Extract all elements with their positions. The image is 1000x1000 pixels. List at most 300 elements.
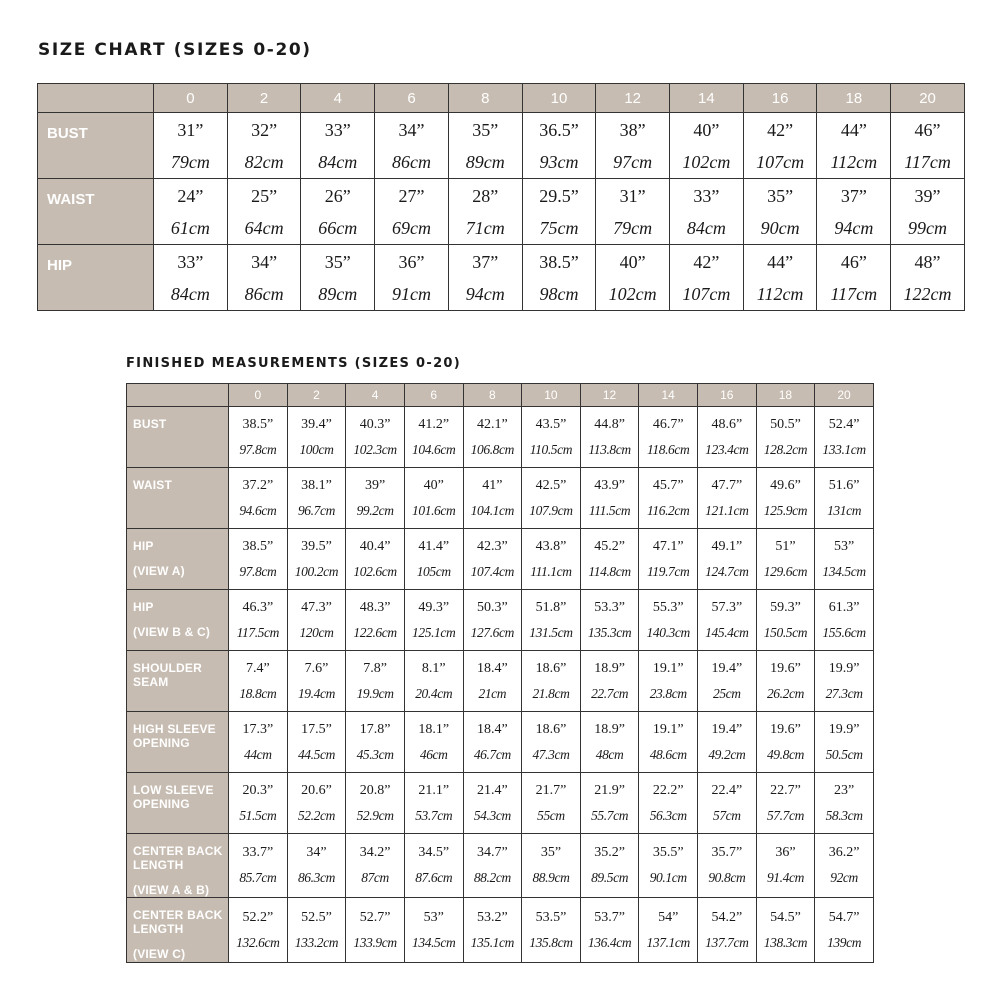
cm-value: 46.7cm (473, 746, 511, 762)
cm-value: 107.4cm (470, 563, 514, 579)
inches-value: 34” (306, 845, 327, 861)
inches-value: 24” (177, 185, 204, 206)
cm-value: 110.5cm (529, 441, 573, 457)
inches-value: 25” (251, 185, 278, 206)
cm-value: 54.3cm (473, 807, 511, 823)
inches-value: 45.2” (594, 538, 625, 554)
inches-value: 38.5” (242, 538, 274, 554)
cm-value: 124.7cm (705, 563, 749, 579)
inches-value: 53.2” (476, 909, 508, 925)
value-cell-high-sleeve-opening-size-8 (463, 712, 522, 773)
value-cell-bust-size-10 (522, 113, 596, 179)
cm-value: 50.5cm (825, 746, 863, 762)
value-cell-shoulder-seam-size-12 (580, 651, 639, 712)
cm-value: 127.6cm (470, 624, 514, 640)
inches-value: 35” (472, 119, 499, 140)
size-header-0: 0 (229, 384, 288, 407)
value-cell-center-back-length-view-c-size-6 (404, 898, 463, 962)
cm-value: 100cm (299, 441, 334, 457)
size-header-18: 18 (817, 84, 891, 113)
inches-value: 23” (833, 782, 855, 798)
inches-value: 34” (251, 251, 278, 272)
inches-value: 47.7” (711, 477, 743, 493)
cm-value: 25cm (712, 685, 741, 701)
inches-value: 18.9” (594, 660, 625, 676)
value-cell-hip-view-b-c-size-8 (463, 590, 522, 651)
value-cell-waist-size-6 (375, 179, 449, 245)
value-cell-waist-size-12 (580, 468, 639, 529)
cm-value: 107cm (682, 283, 731, 304)
cm-value: 99cm (908, 217, 948, 238)
cm-value: 133.2cm (294, 934, 339, 950)
measurement-row-shoulder-seam (127, 651, 874, 712)
value-cell-waist-size-20 (891, 179, 965, 245)
inches-value: 7.4” (245, 660, 270, 676)
inches-value: 20.6” (301, 782, 332, 798)
measurement-row-hip-view-b-c (127, 590, 874, 651)
inches-value: 34” (398, 119, 425, 140)
inches-value: 54.5” (770, 909, 801, 925)
size-header-2: 2 (227, 84, 301, 113)
inches-value: 42” (693, 251, 720, 272)
inches-value: 39.5” (301, 538, 332, 554)
measurement-row-high-sleeve-opening (127, 712, 874, 773)
row-label-line: CENTER BACK (133, 908, 223, 923)
inches-value: 33” (324, 119, 351, 140)
inches-value: 20.8” (359, 782, 391, 798)
cm-value: 111.1cm (530, 563, 572, 579)
value-cell-center-back-length-view-a-b-size-14 (639, 834, 698, 898)
measurement-row-hip-view-a (127, 529, 874, 590)
row-label-line: BUST (47, 125, 88, 142)
inches-value: 54.7” (828, 909, 860, 925)
value-cell-bust-size-14 (639, 407, 698, 468)
value-cell-shoulder-seam-size-0 (229, 651, 288, 712)
value-cell-bust-size-16 (698, 407, 757, 468)
inches-value: 7.6” (304, 660, 329, 676)
inches-value: 43.9” (594, 477, 625, 493)
value-cell-bust-size-0 (154, 113, 228, 179)
inches-value: 42.5” (535, 477, 567, 493)
cm-value: 116.2cm (647, 502, 690, 518)
size-chart-table (37, 83, 965, 311)
cm-value: 75cm (539, 217, 579, 238)
size-chart-title: SIZE CHART (SIZES 0-20) (38, 40, 312, 60)
cm-value: 48cm (595, 746, 624, 762)
value-cell-hip-view-b-c-size-4 (346, 590, 405, 651)
cm-value: 137.1cm (646, 934, 690, 950)
inches-value: 46” (914, 119, 941, 140)
value-cell-waist-size-20 (815, 468, 874, 529)
value-cell-waist-size-6 (404, 468, 463, 529)
inches-value: 52.4” (828, 416, 860, 432)
inches-value: 35.7” (711, 845, 743, 861)
cm-value: 19.9cm (356, 685, 394, 701)
cm-value: 97.8cm (239, 563, 277, 579)
value-cell-hip-view-a-size-6 (404, 529, 463, 590)
cm-value: 94.6cm (239, 502, 277, 518)
value-cell-waist-size-16 (698, 468, 757, 529)
cm-value: 123.4cm (705, 441, 749, 457)
row-label-hip-view-b-c (127, 590, 229, 651)
inches-value: 40” (423, 477, 444, 493)
size-header-row (127, 384, 874, 407)
cm-value: 56.3cm (649, 807, 687, 823)
inches-value: 53” (423, 909, 444, 925)
cm-value: 134.5cm (822, 563, 866, 579)
value-cell-center-back-length-view-c-size-2 (287, 898, 346, 962)
inches-value: 45.7” (652, 477, 684, 493)
value-cell-hip-view-a-size-20 (815, 529, 874, 590)
inches-value: 46.7” (652, 416, 684, 432)
row-label-line: CENTER BACK (133, 844, 223, 858)
inches-value: 48.6” (711, 416, 743, 432)
row-label-line: HIP (133, 539, 154, 553)
measurement-row-center-back-length-view-c (127, 898, 874, 962)
cm-value: 102.3cm (353, 441, 397, 457)
inches-value: 33.7” (242, 845, 274, 861)
cm-value: 99.2cm (356, 502, 394, 518)
cm-value: 58.3cm (825, 807, 863, 823)
cm-value: 71cm (465, 217, 505, 238)
cm-value: 113.8cm (588, 441, 631, 457)
cm-value: 140.3cm (646, 624, 690, 640)
inches-value: 51.8” (535, 599, 567, 615)
value-cell-shoulder-seam-size-18 (756, 651, 815, 712)
inches-value: 19.9” (828, 660, 860, 676)
value-cell-shoulder-seam-size-4 (346, 651, 405, 712)
inches-value: 18.4” (476, 660, 508, 676)
value-cell-shoulder-seam-size-14 (639, 651, 698, 712)
value-cell-center-back-length-view-c-size-10 (522, 898, 581, 962)
size-header-18: 18 (756, 384, 815, 407)
inches-value: 18.6” (535, 660, 567, 676)
size-header-8: 8 (448, 84, 522, 113)
inches-value: 36” (775, 845, 796, 861)
inches-value: 38.1” (301, 477, 332, 493)
value-cell-center-back-length-view-c-size-0 (229, 898, 288, 962)
value-cell-center-back-length-view-c-size-12 (580, 898, 639, 962)
cm-value: 87.6cm (415, 870, 453, 886)
cm-value: 27.3cm (825, 685, 863, 701)
inches-value: 32” (251, 119, 278, 140)
value-cell-bust-size-20 (891, 113, 965, 179)
cm-value: 117cm (904, 151, 951, 172)
value-cell-waist-size-18 (817, 179, 891, 245)
cm-value: 136.4cm (587, 934, 632, 950)
value-cell-bust-size-18 (817, 113, 891, 179)
value-cell-waist-size-0 (229, 468, 288, 529)
row-label-line: HIP (47, 257, 73, 274)
inches-value: 38.5” (242, 416, 274, 432)
value-cell-hip-view-b-c-size-12 (580, 590, 639, 651)
size-header-12: 12 (580, 384, 639, 407)
inches-value: 22.4” (711, 782, 743, 798)
measurement-row-bust (127, 407, 874, 468)
value-cell-hip-view-a-size-16 (698, 529, 757, 590)
value-cell-low-sleeve-opening-size-20 (815, 773, 874, 834)
inches-value: 21.9” (594, 782, 625, 798)
inches-value: 19.9” (828, 721, 860, 737)
row-label-line: SHOULDER (133, 661, 202, 675)
cm-value: 105cm (416, 563, 451, 579)
value-cell-center-back-length-view-a-b-size-10 (522, 834, 581, 898)
value-cell-low-sleeve-opening-size-6 (404, 773, 463, 834)
value-cell-hip-view-a-size-14 (639, 529, 698, 590)
row-label-low-sleeve-opening (127, 773, 229, 834)
cm-value: 134.5cm (412, 934, 456, 950)
inches-value: 36” (398, 251, 425, 272)
row-label-shoulder-seam (127, 651, 229, 712)
cm-value: 101.6cm (412, 502, 456, 518)
cm-value: 102cm (682, 151, 731, 172)
inches-value: 39.4” (301, 416, 332, 432)
value-cell-center-back-length-view-c-size-8 (463, 898, 522, 962)
value-cell-shoulder-seam-size-20 (815, 651, 874, 712)
value-cell-low-sleeve-opening-size-2 (287, 773, 346, 834)
inches-value: 31” (177, 119, 204, 140)
cm-value: 21.8cm (532, 685, 570, 701)
row-label-waist (38, 179, 154, 245)
row-label-line: BUST (133, 417, 167, 431)
row-label-line: LENGTH (133, 857, 184, 872)
size-header-4: 4 (301, 84, 375, 113)
inches-value: 38.5” (539, 251, 579, 272)
inches-value: 19.4” (711, 660, 743, 676)
inches-value: 49.3” (418, 599, 450, 615)
cm-value: 112cm (830, 151, 878, 172)
size-header-20: 20 (891, 84, 965, 113)
inches-value: 52.2” (242, 909, 274, 925)
value-cell-bust-size-6 (375, 113, 449, 179)
value-cell-hip-size-2 (227, 245, 301, 311)
cm-value: 90cm (760, 217, 800, 238)
value-cell-waist-size-0 (154, 179, 228, 245)
value-cell-bust-size-8 (448, 113, 522, 179)
cm-value: 117cm (830, 283, 878, 304)
inches-value: 40” (619, 251, 646, 272)
inches-value: 42.3” (476, 538, 508, 554)
size-header-14: 14 (639, 384, 698, 407)
inches-value: 54” (658, 909, 679, 925)
inches-value: 53.5” (535, 909, 567, 925)
size-header-row (38, 84, 965, 113)
value-cell-hip-view-b-c-size-20 (815, 590, 874, 651)
value-cell-high-sleeve-opening-size-12 (580, 712, 639, 773)
cm-value: 112cm (756, 283, 804, 304)
value-cell-waist-size-4 (346, 468, 405, 529)
cm-value: 107cm (756, 151, 805, 172)
value-cell-center-back-length-view-c-size-20 (815, 898, 874, 962)
value-cell-waist-size-8 (448, 179, 522, 245)
inches-value: 37” (472, 251, 499, 272)
cm-value: 52.2cm (297, 807, 335, 823)
inches-value: 34.7” (476, 845, 508, 861)
value-cell-center-back-length-view-a-b-size-8 (463, 834, 522, 898)
cm-value: 118.6cm (647, 441, 690, 457)
inches-value: 53.7” (594, 909, 625, 925)
inches-value: 17.5” (301, 721, 332, 737)
inches-value: 35” (767, 185, 794, 206)
inches-value: 18.9” (594, 721, 625, 737)
cm-value: 86cm (392, 151, 432, 172)
value-cell-waist-size-8 (463, 468, 522, 529)
cm-value: 128.2cm (763, 441, 808, 457)
cm-value: 53.7cm (415, 807, 453, 823)
cm-value: 138.3cm (763, 934, 808, 950)
inches-value: 47.3” (301, 599, 332, 615)
value-cell-bust-size-0 (229, 407, 288, 468)
value-cell-center-back-length-view-a-b-size-6 (404, 834, 463, 898)
row-label-line: (VIEW A) (133, 563, 185, 578)
value-cell-hip-size-8 (448, 245, 522, 311)
value-cell-waist-size-10 (522, 468, 581, 529)
measurement-row-low-sleeve-opening (127, 773, 874, 834)
cm-value: 45.3cm (356, 746, 394, 762)
cm-value: 150.5cm (763, 624, 808, 640)
inches-value: 48” (914, 251, 941, 272)
inches-value: 19.6” (770, 660, 801, 676)
value-cell-bust-size-16 (743, 113, 817, 179)
value-cell-shoulder-seam-size-8 (463, 651, 522, 712)
inches-value: 18.1” (418, 721, 450, 737)
cm-value: 55cm (537, 807, 565, 823)
value-cell-hip-size-6 (375, 245, 449, 311)
value-cell-low-sleeve-opening-size-0 (229, 773, 288, 834)
cm-value: 48.6cm (649, 746, 687, 762)
cm-value: 18.8cm (239, 685, 277, 701)
row-label-hip (38, 245, 154, 311)
cm-value: 49.2cm (708, 746, 746, 762)
inches-value: 53” (833, 538, 855, 554)
row-label-line: HIGH SLEEVE (133, 722, 216, 736)
value-cell-bust-size-4 (301, 113, 375, 179)
cm-value: 47.3cm (532, 746, 570, 762)
value-cell-waist-size-10 (522, 179, 596, 245)
value-cell-bust-size-18 (756, 407, 815, 468)
row-label-line: LOW SLEEVE (133, 783, 214, 797)
size-header-6: 6 (375, 84, 449, 113)
inches-value: 21.1” (418, 782, 450, 798)
cm-value: 49.8cm (766, 746, 804, 762)
cm-value: 88.2cm (473, 870, 511, 886)
value-cell-low-sleeve-opening-size-4 (346, 773, 405, 834)
size-header-2: 2 (287, 384, 346, 407)
inches-value: 36.5” (539, 119, 579, 140)
inches-value: 54.2” (711, 909, 743, 925)
row-label-line: WAIST (133, 478, 172, 492)
row-label-hip-view-a (127, 529, 229, 590)
inches-value: 40.3” (359, 416, 391, 432)
value-cell-shoulder-seam-size-2 (287, 651, 346, 712)
cm-value: 131cm (827, 502, 862, 518)
cm-value: 92cm (830, 870, 858, 886)
row-label-line: OPENING (133, 796, 190, 811)
inches-value: 51.6” (828, 477, 860, 493)
row-label-center-back-length-view-c (127, 898, 229, 962)
inches-value: 34.2” (359, 845, 391, 861)
value-cell-bust-size-4 (346, 407, 405, 468)
inches-value: 21.4” (476, 782, 508, 798)
cm-value: 125.1cm (412, 624, 456, 640)
cm-value: 84cm (170, 283, 210, 304)
size-header-14: 14 (670, 84, 744, 113)
value-cell-high-sleeve-opening-size-2 (287, 712, 346, 773)
value-cell-center-back-length-view-a-b-size-4 (346, 834, 405, 898)
inches-value: 43.8” (535, 538, 567, 554)
row-label-bust (38, 113, 154, 179)
size-header-10: 10 (522, 384, 581, 407)
inches-value: 33” (693, 185, 720, 206)
inches-value: 18.6” (535, 721, 567, 737)
cm-value: 125.9cm (763, 502, 808, 518)
inches-value: 41.2” (418, 416, 450, 432)
cm-value: 121.1cm (705, 502, 749, 518)
cm-value: 93cm (539, 151, 579, 172)
value-cell-hip-view-b-c-size-0 (229, 590, 288, 651)
value-cell-waist-size-14 (639, 468, 698, 529)
value-cell-hip-view-b-c-size-2 (287, 590, 346, 651)
cm-value: 61cm (170, 217, 210, 238)
row-label-line: LENGTH (133, 922, 184, 937)
value-cell-shoulder-seam-size-16 (698, 651, 757, 712)
value-cell-center-back-length-view-c-size-18 (756, 898, 815, 962)
value-cell-high-sleeve-opening-size-18 (756, 712, 815, 773)
measurement-row-hip (38, 245, 965, 311)
inches-value: 36.2” (828, 845, 860, 861)
cm-value: 129.6cm (763, 563, 808, 579)
cm-value: 64cm (244, 217, 284, 238)
cm-value: 104.6cm (412, 441, 456, 457)
cm-value: 94cm (465, 283, 505, 304)
cm-value: 82cm (244, 151, 284, 172)
cm-value: 135.3cm (587, 624, 632, 640)
value-cell-hip-view-a-size-18 (756, 529, 815, 590)
inches-value: 17.8” (359, 721, 391, 737)
value-cell-hip-view-b-c-size-18 (756, 590, 815, 651)
cm-value: 90.8cm (708, 870, 746, 886)
cm-value: 22.7cm (591, 685, 629, 701)
cm-value: 86.3cm (297, 870, 335, 886)
value-cell-high-sleeve-opening-size-14 (639, 712, 698, 773)
value-cell-center-back-length-view-a-b-size-0 (229, 834, 288, 898)
measurement-row-center-back-length-view-a-b (127, 834, 874, 898)
cm-value: 69cm (392, 217, 432, 238)
cm-value: 26.2cm (766, 685, 804, 701)
inches-value: 52.7” (359, 909, 391, 925)
value-cell-bust-size-10 (522, 407, 581, 468)
size-header-0: 0 (154, 84, 228, 113)
cm-value: 89cm (318, 283, 358, 304)
inches-value: 46” (840, 251, 867, 272)
value-cell-center-back-length-view-c-size-16 (698, 898, 757, 962)
value-cell-hip-view-a-size-12 (580, 529, 639, 590)
value-cell-center-back-length-view-a-b-size-18 (756, 834, 815, 898)
row-label-high-sleeve-opening (127, 712, 229, 773)
cm-value: 139cm (827, 934, 862, 950)
cm-value: 104.1cm (470, 502, 514, 518)
cm-value: 91cm (392, 283, 432, 304)
cm-value: 23.8cm (649, 685, 687, 701)
measurement-row-waist (127, 468, 874, 529)
cm-value: 155.6cm (822, 624, 866, 640)
value-cell-high-sleeve-opening-size-20 (815, 712, 874, 773)
corner-cell (38, 84, 154, 113)
value-cell-bust-size-12 (596, 113, 670, 179)
value-cell-hip-view-a-size-0 (229, 529, 288, 590)
inches-value: 38” (619, 119, 646, 140)
value-cell-hip-size-16 (743, 245, 817, 311)
